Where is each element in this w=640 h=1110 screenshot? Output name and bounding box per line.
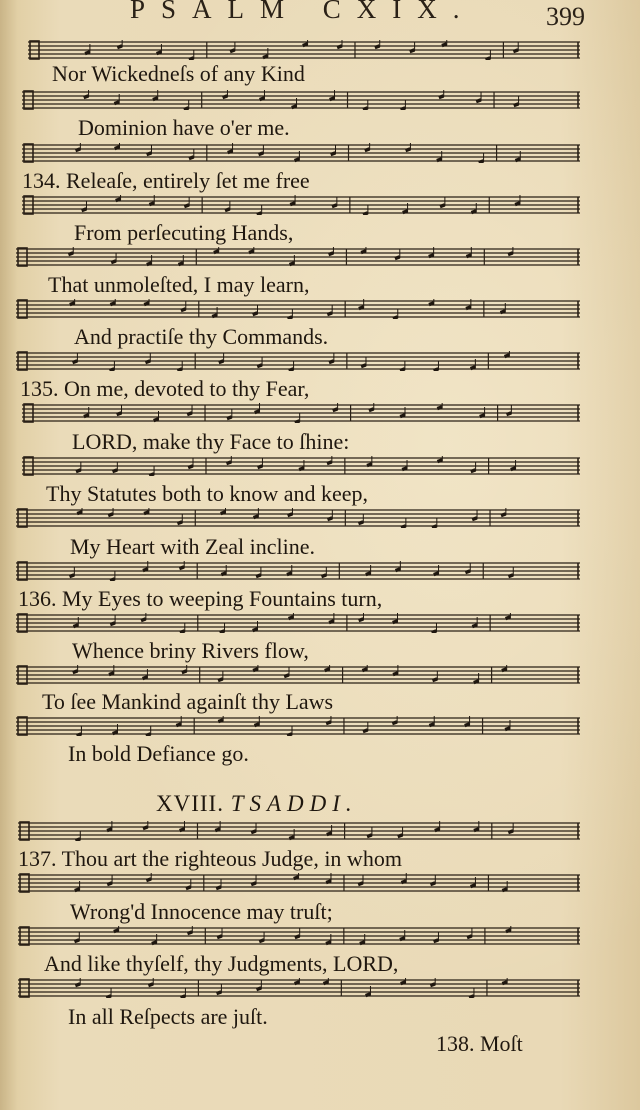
lyric-line-14: In bold Defiance go. xyxy=(68,741,249,766)
lyric-line-16: Wrong'd Innocence may truſt; xyxy=(70,899,333,924)
music-staff xyxy=(16,299,580,319)
music-staff xyxy=(16,716,580,736)
lyric-line-9: Thy Statutes both to know and keep, xyxy=(46,481,369,506)
lyric-line-12: Whence briny Rivers flow, xyxy=(72,638,309,663)
section-title: TSADDI. xyxy=(230,791,358,816)
music-staff xyxy=(22,195,580,215)
music-staff xyxy=(16,508,580,528)
lyric-line-5: That unmoleſted, I may learn, xyxy=(48,272,310,297)
music-staff xyxy=(18,873,580,893)
music-staff xyxy=(16,351,580,371)
section-heading xyxy=(156,792,358,816)
lyric-line-13: To ſee Mankind againſt thy Laws xyxy=(42,689,334,714)
music-staff xyxy=(22,143,580,163)
section-number: XVIII. xyxy=(156,791,224,816)
music-staff xyxy=(22,90,580,110)
music-staff xyxy=(16,247,580,267)
lyric-line-10: My Heart with Zeal incline. xyxy=(70,534,315,559)
lyric-line-17: And like thyſelf, thy Judgments, LORD, xyxy=(44,951,399,976)
lyric-line-7: 135. On me, devoted to thy Fear, xyxy=(20,376,310,401)
music-staff xyxy=(16,613,580,633)
lyric-line-8: LORD, make thy Face to ſhine: xyxy=(72,429,350,454)
lyric-line-15: 137. Thou art the righteous Judge, in whom xyxy=(18,846,402,871)
lyric-line-18: In all Reſpects are juſt. xyxy=(68,1004,268,1029)
music-staff xyxy=(18,926,580,946)
lyric-line-6: And practiſe thy Commands. xyxy=(74,324,329,349)
music-staff xyxy=(16,561,580,581)
lyric-line-11: 136. My Eyes to weeping Fountains turn, xyxy=(18,586,383,611)
running-head: PSALM CXIX. xyxy=(130,0,476,24)
music-staff xyxy=(22,456,580,476)
music-staff xyxy=(22,403,580,423)
music-staff xyxy=(28,40,580,60)
lyric-line-1: Nor Wickedneſs of any Kind xyxy=(52,61,305,86)
music-staff xyxy=(16,665,580,685)
music-staff xyxy=(18,978,580,998)
page-number: 399 xyxy=(546,2,585,31)
lyric-line-2: Dominion have o'er me. xyxy=(78,115,290,140)
catchword: 138. Moſt xyxy=(436,1031,523,1056)
lyric-line-4: From perſecuting Hands, xyxy=(74,220,294,245)
lyric-line-3: 134. Releaſe, entirely ſet me free xyxy=(22,168,310,193)
music-staff xyxy=(18,821,580,841)
